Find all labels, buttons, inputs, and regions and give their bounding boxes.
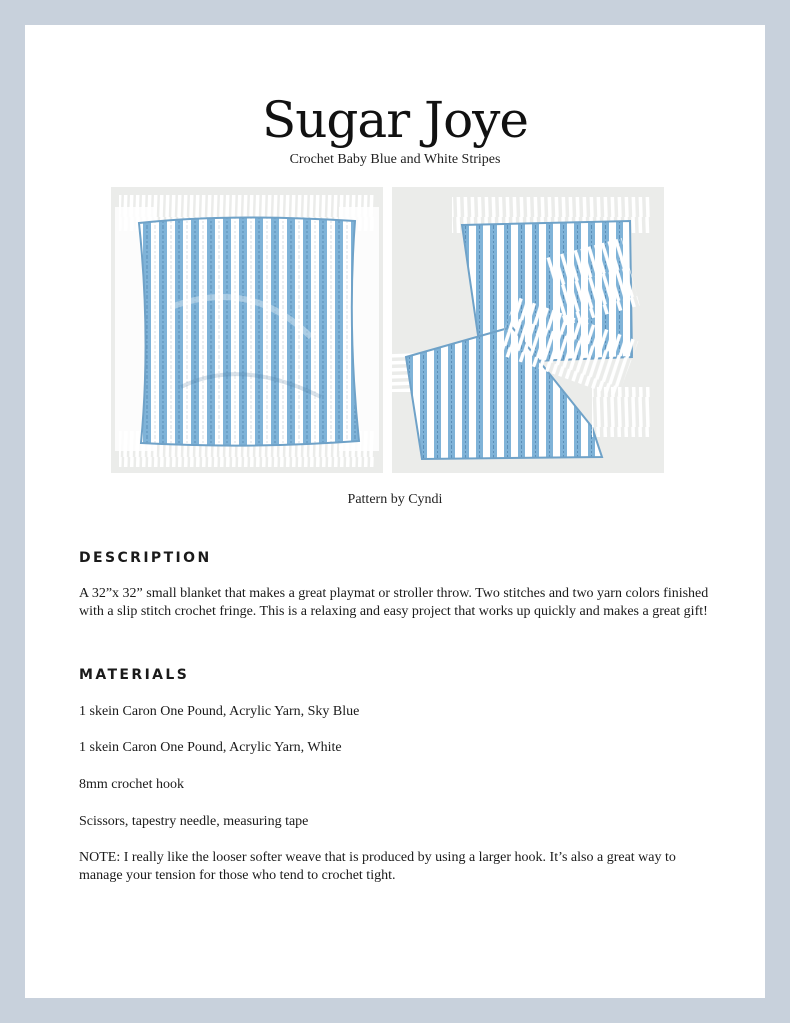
page-subtitle: Crochet Baby Blue and White Stripes — [289, 152, 501, 167]
blanket-photo-flat — [111, 187, 383, 473]
materials-note: NOTE: I really like the looser softer weave that is produced by using a larger hook. It’s also a great way to manage your tension for those who tend to crochet tight. — [79, 850, 676, 883]
materials-item: Scissors, tapestry needle, measuring tape — [79, 814, 309, 829]
materials-item: 1 skein Caron One Pound, Acrylic Yarn, White — [79, 740, 342, 755]
description-heading: DESCRIPTION — [79, 550, 212, 566]
page-title: Sugar Joye — [261, 91, 529, 149]
description-text: A 32”x 32” small blanket that makes a great playmat or stroller throw. Two stitches and two yarn colors finished with a slip stitch crochet fringe. This is a relaxing and easy project that works up quickly and makes a great gift! — [79, 586, 709, 619]
materials-heading: MATERIALS — [79, 667, 190, 683]
materials-item: 1 skein Caron One Pound, Acrylic Yarn, Sky Blue — [79, 704, 360, 719]
materials-item: 8mm crochet hook — [79, 777, 184, 792]
blanket-photo-folded — [392, 187, 664, 473]
pattern-byline: Pattern by Cyndi — [347, 492, 443, 507]
pattern-page — [25, 25, 765, 998]
